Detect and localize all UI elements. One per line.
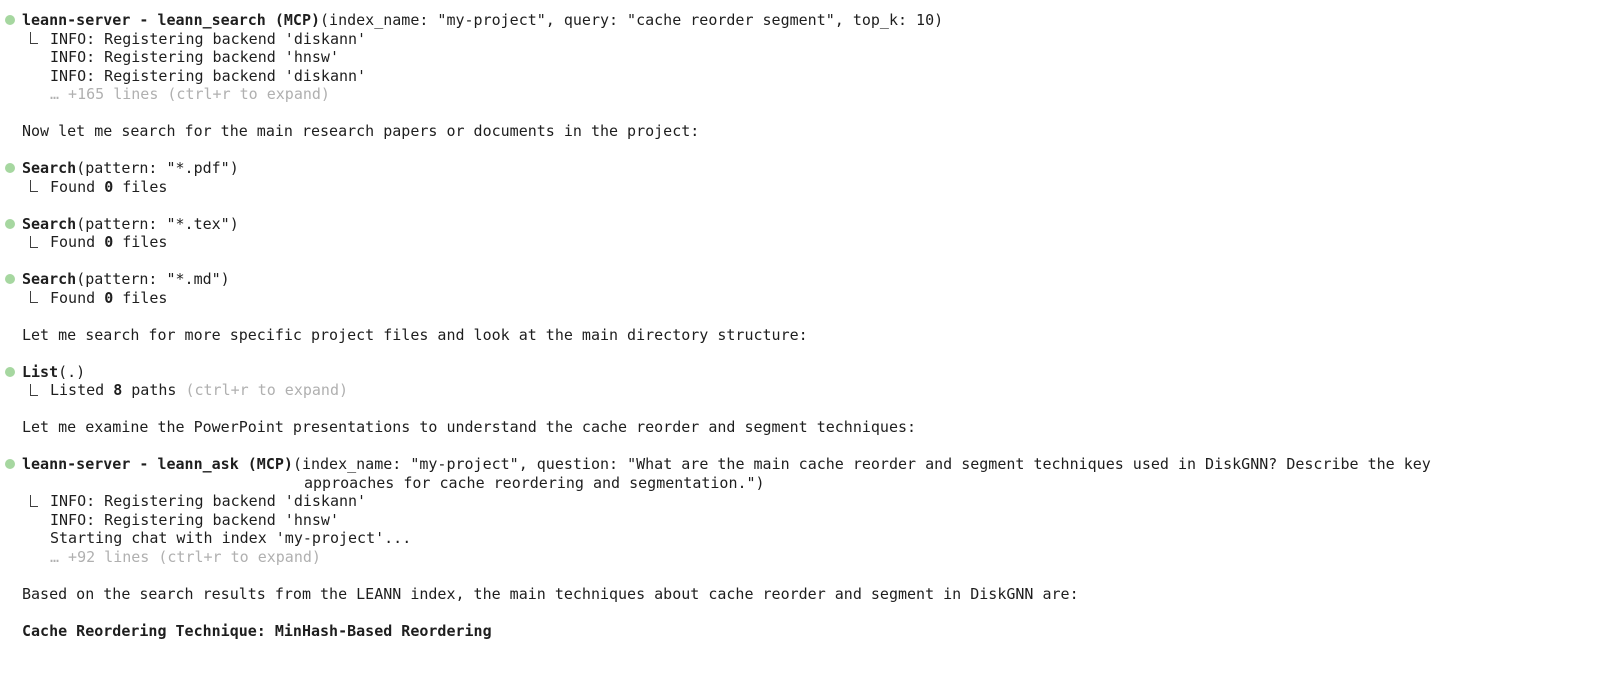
result-count: 0: [104, 177, 114, 196]
tool-bullet-icon: [5, 163, 15, 173]
tool-args: (pattern: "*.tex"): [76, 214, 239, 233]
message-text: Let me examine the PowerPoint presentations to understand the cache reorder and segment techniques:: [22, 418, 917, 436]
tool-name: Search: [22, 159, 77, 177]
result-connector-icon: [30, 495, 38, 507]
result-connector-icon: [30, 180, 38, 192]
result-text: files: [113, 177, 168, 196]
tool-name: leann-server - leann_ask (MCP): [22, 455, 293, 473]
result-connector-icon: [30, 236, 38, 248]
result-text: paths: [122, 381, 186, 399]
result-text: Found: [50, 233, 105, 251]
result-text: INFO: Registering backend 'hnsw': [50, 48, 339, 66]
result-text: Found: [50, 288, 105, 307]
result-text: files: [113, 288, 168, 307]
tool-result-line: [0, 233, 1600, 252]
result-connector-icon: [30, 32, 38, 44]
tool-call-leann-search: [0, 11, 1600, 104]
assistant-message: [0, 122, 1600, 141]
assistant-message-block: [0, 585, 1600, 604]
tool-args: (.): [58, 362, 86, 381]
tool-name: leann-server - leann_search (MCP): [22, 11, 321, 29]
expand-hint-text: (ctrl+r to expand): [185, 381, 349, 399]
tool-call-line: [0, 159, 1600, 178]
tool-name: Search: [22, 270, 77, 288]
tool-args-continuation: [0, 474, 1600, 493]
tool-bullet-icon: [5, 274, 15, 284]
tool-call-line: [0, 215, 1600, 234]
result-text: Starting chat with index 'my-project'...: [50, 529, 412, 547]
result-text: Listed: [50, 381, 114, 399]
tool-result-line: [0, 30, 1600, 49]
tool-result-line: [0, 381, 1600, 400]
message-text: Now let me search for the main research papers or documents in the project:: [22, 122, 700, 140]
tool-args: approaches for cache reordering and segmentation."): [304, 473, 765, 492]
assistant-message: [0, 418, 1600, 437]
tool-call-line: [0, 270, 1600, 289]
tool-call-line: [0, 11, 1600, 30]
tool-bullet-icon: [5, 459, 15, 469]
expand-hint-text: … +92 lines (ctrl+r to expand): [50, 547, 321, 566]
heading-text: Cache Reordering Technique: MinHash-Based Reordering: [22, 621, 492, 640]
message-text: Let me search for more specific project files and look at the main directory structure:: [22, 325, 808, 344]
tool-call-search-pdf: [0, 159, 1600, 196]
result-text: INFO: Registering backend 'diskann': [50, 29, 367, 48]
section-heading: [0, 622, 1600, 641]
tool-result-line: [0, 492, 1600, 511]
tool-result-line: [0, 48, 1600, 67]
tool-result-line: [0, 511, 1600, 530]
tool-bullet-icon: [5, 219, 15, 229]
tool-result-line: [0, 289, 1600, 308]
tool-result-line: [0, 67, 1600, 86]
assistant-message-block: [0, 418, 1600, 437]
tool-args: (pattern: "*.pdf"): [76, 159, 239, 177]
tool-args: (index_name: "my-project", question: "What are the main cache reorder and segment techniques used in DiskGNN? Describe the key: [292, 455, 1431, 473]
tool-call-line: [0, 455, 1600, 474]
collapsed-lines-hint: [0, 85, 1600, 104]
tool-bullet-icon: [5, 15, 15, 25]
assistant-message-block: [0, 122, 1600, 141]
result-text: INFO: Registering backend 'hnsw': [50, 510, 339, 529]
result-connector-icon: [30, 384, 38, 396]
result-count: 0: [104, 233, 114, 251]
tool-result-line: [0, 529, 1600, 548]
result-text: Found: [50, 177, 105, 196]
assistant-message: [0, 585, 1600, 604]
tool-call-leann-ask: [0, 455, 1600, 566]
result-text: INFO: Registering backend 'diskann': [50, 66, 367, 85]
tool-name: List: [22, 362, 59, 381]
assistant-message-block: [0, 326, 1600, 345]
tool-call-line: [0, 363, 1600, 382]
tool-result-line: [0, 178, 1600, 197]
result-count: 8: [113, 381, 123, 399]
assistant-message: [0, 326, 1600, 345]
expand-hint-text: … +165 lines (ctrl+r to expand): [50, 85, 330, 103]
tool-name: Search: [22, 214, 77, 233]
tool-bullet-icon: [5, 367, 15, 377]
message-text: Based on the search results from the LEANN index, the main techniques about cache reorder and segment in DiskGNN are:: [22, 584, 1079, 603]
tool-args: (pattern: "*.md"): [76, 270, 230, 288]
result-text: files: [113, 233, 168, 251]
collapsed-lines-hint: [0, 548, 1600, 567]
tool-call-search-tex: [0, 215, 1600, 252]
result-text: INFO: Registering backend 'diskann': [50, 492, 367, 510]
answer-heading-block: [0, 622, 1600, 641]
tool-args: (index_name: "my-project", query: "cache reorder segment", top_k: 10): [320, 11, 944, 29]
tool-call-list: [0, 363, 1600, 400]
result-count: 0: [104, 288, 114, 307]
result-connector-icon: [30, 291, 38, 303]
tool-call-search-md: [0, 270, 1600, 307]
